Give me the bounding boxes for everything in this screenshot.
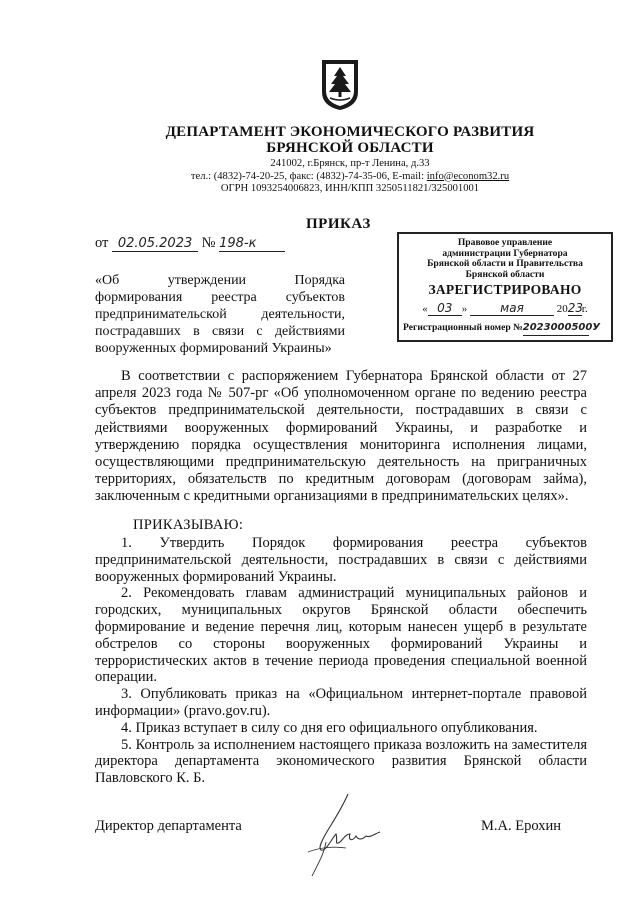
organization-contacts <box>0 158 640 196</box>
registration-date <box>399 301 611 316</box>
order-date-number <box>95 235 285 252</box>
registration-ids: ОГРН 1093254006823, ИНН/КПП 3250511821/325001001 <box>220 183 480 194</box>
registration-org-line3: Брянской области и Правительства <box>427 258 583 269</box>
registration-status: ЗАРЕГИСТРИРОВАНО <box>428 282 582 297</box>
handwritten-signature <box>288 790 398 880</box>
from-label: от <box>95 235 109 251</box>
registration-day-open: « <box>422 303 428 315</box>
registration-org-line1: Правовое управление <box>457 237 553 248</box>
phones-line <box>0 171 640 184</box>
order-item-5: 5. Контроль за исполнением настоящего приказа возложить на заместителя директора департамента экономического развития Брянской области Павловского К. Б. <box>95 736 587 787</box>
registration-org-line2: администрации Губернатора <box>442 247 568 259</box>
registration-year-suffix: 23 <box>567 301 584 315</box>
organization-name-line1: ДЕПАРТАМЕНТ ЭКОНОМИЧЕСКОГО РАЗВИТИЯ <box>165 124 535 140</box>
registration-org-line4: Брянской области <box>465 268 545 280</box>
order-subject: «Об утверждении Порядка формирования реестра субъектов предпринимательской деятельности, пострадавших в связи с действиями вооруженных формирований Украины» <box>95 273 345 356</box>
order-number: 198-к <box>219 237 285 252</box>
email-link[interactable]: info@econom32.ru <box>426 170 510 182</box>
order-items <box>95 535 587 787</box>
coat-of-arms-emblem <box>320 58 360 112</box>
document-title: ПРИКАЗ <box>306 216 371 232</box>
intro-paragraph: В соответствии с распоряжением Губернатора Брянской области от 27 апреля 2023 года № 507-рг «Об уполномоченном органе по ведению реестра субъектов предпринимательской деятельности, пострадавших в связи с действиями вооруженных формирований Украины, и разработке и утверждению порядка осуществления мониторинга исполнения лицами, осуществляющими предпринимательскую деятельность на приграничных территориях, обязательств по кредитным договорам (договорам займа), заключенным с кредитными организациями в предпринимательских целях». <box>95 368 587 505</box>
order-item-1: 1. Утвердить Порядок формирования реестра субъектов предпринимательской деятельности, пострадавших в связи с действиями вооруженных формирований Украины. <box>95 535 587 585</box>
registration-stamp <box>397 232 613 342</box>
registration-org <box>399 238 611 280</box>
order-item-4: 4. Приказ вступает в силу со дня его официального опубликования. <box>121 719 538 736</box>
order-word: ПРИКАЗЫВАЮ: <box>133 517 244 533</box>
registration-number-line <box>399 321 611 336</box>
registration-year-prefix: 20 <box>556 303 568 315</box>
registration-year-unit: г. <box>581 303 588 315</box>
registration-day: 03 <box>428 301 462 316</box>
address: 241002, г.Брянск, пр-т Ленина, д.33 <box>270 158 430 169</box>
number-label: № <box>201 235 216 251</box>
signer-position: Директор департамента <box>95 818 242 834</box>
order-date: 02.05.2023 <box>112 237 198 252</box>
order-item-2: 2. Рекомендовать главам администраций муниципальных районов и городских, муниципальных округов Брянской области обеспечить формирование и ведение перечня лиц, которым нанесен ущерб в результате обстрелов со стороны вооруженных формирований Украины и террористических актов в течение периода проведения специальной военной операции. <box>95 585 587 686</box>
registration-number: 2023000500У <box>523 321 589 336</box>
organization-name-line2: БРЯНСКОЙ ОБЛАСТИ <box>266 140 434 156</box>
signer-name: М.А. Ерохин <box>481 818 562 834</box>
registration-month: мая <box>470 301 554 316</box>
order-item-3: 3. Опубликовать приказ на «Официальном интернет-портале правовой информации» (pravo.gov.ru). <box>95 686 587 719</box>
registration-day-close: » <box>461 303 468 315</box>
organization-title <box>0 124 640 156</box>
phones: тел.: (4832)-74-20-25, факс: (4832)-74-35-06, E-mail: <box>190 170 427 182</box>
registration-number-label: Регистрационный номер № <box>403 322 523 333</box>
